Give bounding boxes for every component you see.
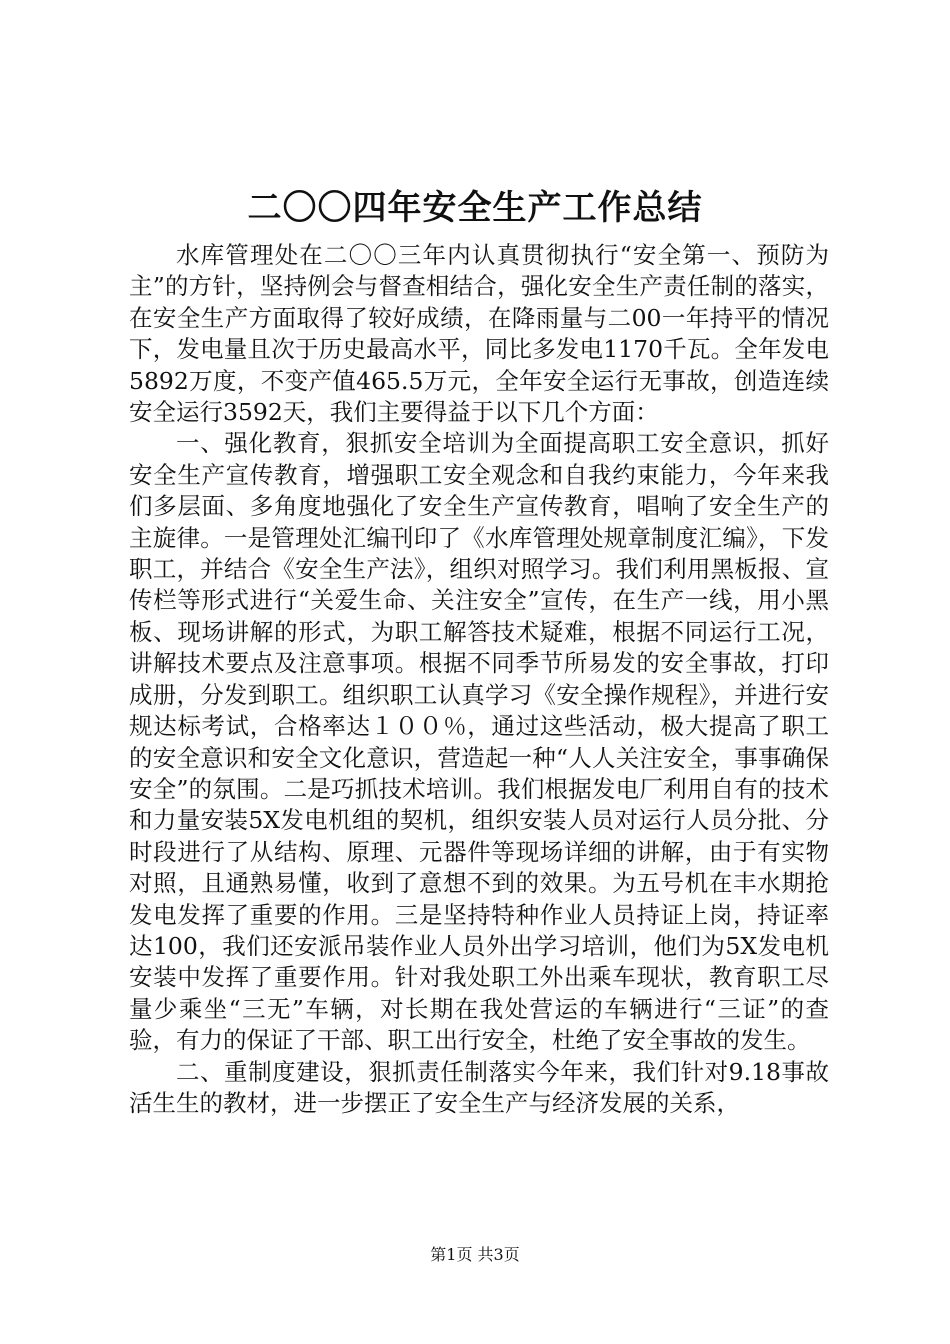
paragraph-system: 二、重制度建设，狠抓责任制落实今年来，我们针对9.18事故活生生的教材，进一步摆正了安全生产与经济发展的关系，	[129, 1057, 829, 1117]
paragraph-intro: 水库管理处在二〇〇三年内认真贯彻执行“安全第一、预防为主”的方针，坚持例会与督查相结合，强化安全生产责任制的落实，在安全生产方面取得了较好成绩，在降雨量与二00一年持平的情况下，发电量且次于历史最高水平，同比多发电1170千瓦。全年发电5892万度，不变产值465.5万元，全年安全运行无事故，创造连续安全运行3592天，我们主要得益于以下几个方面：	[129, 241, 829, 427]
document-body	[129, 240, 829, 1119]
document-title: 二〇〇四年安全生产工作总结	[247, 188, 703, 228]
paragraph-education: 一、强化教育，狠抓安全培训为全面提高职工安全意识，抓好安全生产宣传教育，增强职工安全观念和自我约束能力，今年来我们多层面、多角度地强化了安全生产宣传教育，唱响了安全生产的主旋律。一是管理处汇编刊印了《水库管理处规章制度汇编》，下发职工，并结合《安全生产法》，组织对照学习。我们利用黑板报、宣传栏等形式进行“关爱生命、关注安全”宣传，在生产一线，用小黑板、现场讲解的形式，为职工解答技术疑难，根据不同运行工况，讲解技术要点及注意事项。根据不同季节所易发的安全事故，打印成册，分发到职工。组织职工认真学习《安全操作规程》，并进行安规达标考试，合格率达１００％，通过这些活动，极大提高了职工的安全意识和安全文化意识，营造起一种“人人关注安全，事事确保安全”的氛围。二是巧抓技术培训。我们根据发电厂利用自有的技术和力量安装5X发电机组的契机，组织安装人员对运行人员分批、分时段进行了从结构、原理、元器件等现场详细的讲解，由于有实物对照，且通熟易懂，收到了意想不到的效果。为五号机在丰水期抢发电发挥了重要的作用。三是坚持特种作业人员持证上岗，持证率达100，我们还安派吊装作业人员外出学习培训，他们为5X发电机安装中发挥了重要作用。针对我处职工外出乘车现状，教育职工尽量少乘坐“三无”车辆，对长期在我处营运的车辆进行“三证”的查验，有力的保证了干部、职工出行安全，杜绝了安全事故的发生。	[129, 429, 829, 1055]
page-footer: 第1页 共3页	[430, 1245, 520, 1264]
